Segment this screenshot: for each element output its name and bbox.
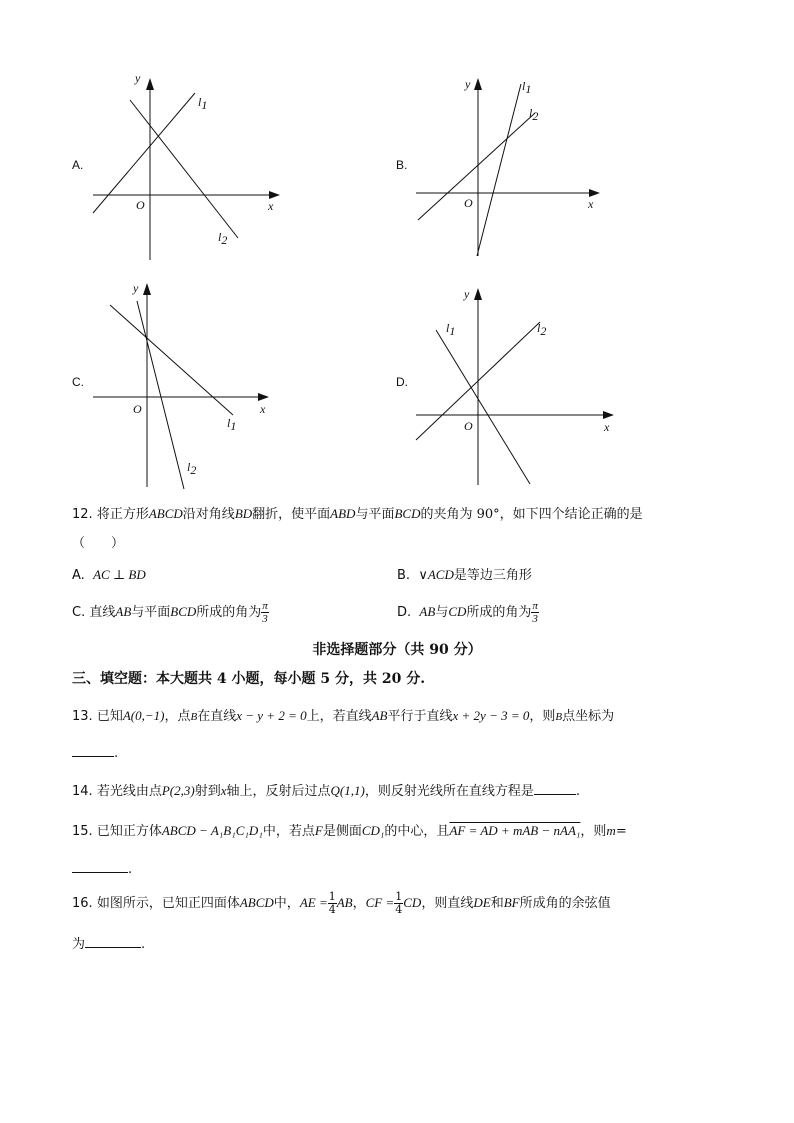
graph-option-d bbox=[410, 280, 620, 490]
graph-option-a bbox=[85, 70, 285, 265]
y-label: y bbox=[135, 71, 141, 85]
l1-label: l1 bbox=[446, 321, 456, 338]
line-l2 bbox=[130, 100, 238, 238]
question-12-option-a[interactable]: A. AC ⊥ BD bbox=[72, 567, 146, 583]
question-12-option-b[interactable]: B. ∨ACD是等边三角形 bbox=[397, 567, 532, 583]
question-14-answer-blank[interactable] bbox=[534, 780, 576, 795]
l2-label: l2 bbox=[187, 460, 197, 477]
origin-label: O bbox=[464, 419, 473, 433]
question-13-answer-blank[interactable]: . bbox=[72, 742, 118, 763]
l1-label: l1 bbox=[522, 79, 532, 96]
question-12-option-c[interactable]: C. 直线AB与平面BCD所成的角为 $\frac{\pi}{3}$ bbox=[72, 600, 268, 625]
question-16: 16. 如图所示，已知正四面体ABCD中，AE = $\frac{1}{4}$ AB，CF = $\frac{1}{4}$ CD，则直线DE和BF所成角的余弦值 bbox=[72, 890, 611, 916]
question-14: 14. 若光线由点P(2,3)射到x轴上，反射后过点Q(1,1)，则反射光线所在直线方程是 . bbox=[72, 780, 580, 801]
x-axis-arrow bbox=[589, 189, 600, 197]
l1-label: l1 bbox=[198, 95, 208, 112]
question-12-option-d[interactable]: D. AB与CD所成的角为 $\frac{\pi}{3}$ bbox=[397, 600, 538, 625]
question-15: 15. 已知正方体ABCD − A₁B₁C₁D₁中，若点F是侧面CD₁的中心，且AF = AD + mAB − nAA₁，则m= bbox=[72, 823, 627, 839]
y-label: y bbox=[465, 77, 471, 91]
origin-label: O bbox=[133, 402, 142, 416]
question-16-line-2: 为 . bbox=[72, 933, 145, 954]
x-label: x bbox=[604, 420, 610, 434]
question-15-answer-blank[interactable]: . bbox=[72, 858, 132, 879]
y-axis-arrow bbox=[143, 283, 151, 295]
x-label: x bbox=[588, 197, 594, 211]
y-axis-arrow bbox=[474, 288, 482, 300]
y-axis-arrow bbox=[474, 78, 482, 90]
l1-label: l1 bbox=[227, 416, 237, 433]
y-axis-arrow bbox=[146, 78, 154, 90]
question-12-paren: （ ） bbox=[72, 536, 125, 551]
line-l2 bbox=[137, 301, 184, 489]
origin-label: O bbox=[136, 198, 145, 212]
x-axis-arrow bbox=[269, 191, 280, 199]
l2-label: l2 bbox=[537, 321, 547, 338]
option-d-label: D. bbox=[396, 375, 408, 389]
line-l1 bbox=[477, 84, 521, 256]
graph-option-b bbox=[410, 70, 610, 265]
x-label: x bbox=[260, 402, 266, 416]
l2-label: l2 bbox=[218, 230, 228, 247]
line-l1 bbox=[110, 305, 233, 415]
x-axis-arrow bbox=[603, 411, 614, 419]
x-axis-arrow bbox=[258, 393, 269, 401]
graph-option-c bbox=[85, 275, 285, 490]
question-16-answer-blank[interactable] bbox=[85, 933, 141, 948]
line-l2 bbox=[418, 113, 535, 220]
question-13: 13. 已知A(0,−1)，点B在直线x − y + 2 = 0上，若直线AB平行于直线x + 2y − 3 = 0，则B点坐标为 bbox=[72, 708, 615, 724]
y-label: y bbox=[464, 287, 470, 301]
origin-label: O bbox=[464, 196, 473, 210]
option-b-label: B. bbox=[396, 158, 408, 172]
option-a-label: A. bbox=[72, 158, 84, 172]
y-label: y bbox=[133, 281, 139, 295]
l2-label: l2 bbox=[529, 106, 539, 123]
part-3-heading: 三、填空题：本大题共 4 小题，每小题 5 分，共 20 分. bbox=[72, 671, 426, 687]
section-title: 非选择题部分（共 90 分） bbox=[312, 642, 482, 658]
question-12-stem: 12. 将正方形ABCD沿对角线BD翻折，使平面ABD与平面BCD的夹角为 90°，如下四个结论正确的是 bbox=[72, 506, 643, 522]
x-label: x bbox=[268, 199, 274, 213]
option-c-label: C. bbox=[72, 375, 84, 389]
